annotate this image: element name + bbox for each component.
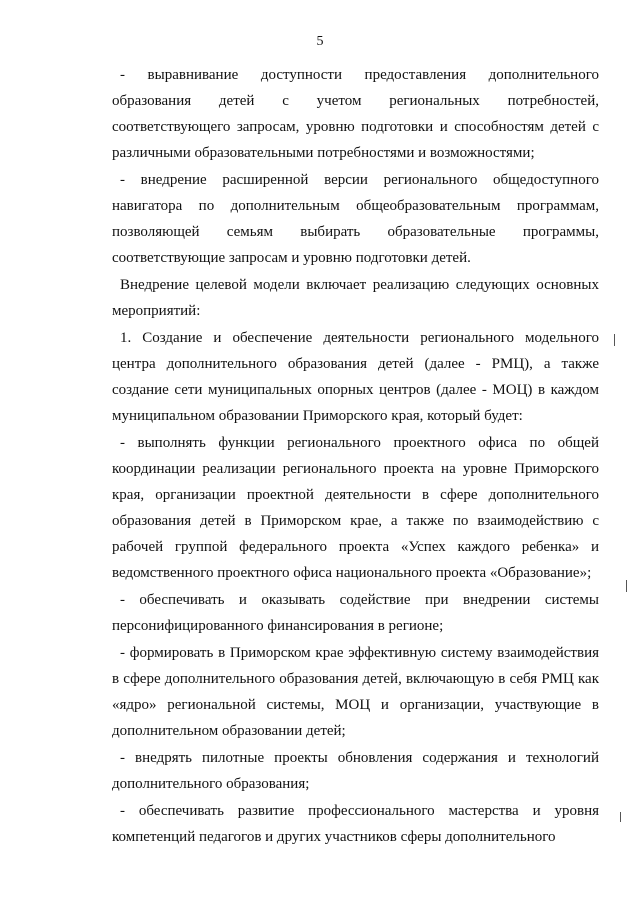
page-number: 5 (316, 34, 324, 49)
paragraph-8: - внедрять пилотные проекты обновления содержания и технологий дополнительного образования; (112, 750, 599, 792)
paragraph-9: - обеспечивать развитие профессионального мастерства и уровня компетенций педагогов и других участников сферы дополнительного (112, 803, 599, 845)
scan-mark (620, 812, 621, 822)
paragraph-2: - внедрение расширенной версии регионального общедоступного навигатора по дополнительным общеобразовательным программам, позволяющей семьям выбирать образовательные программы, соответствующие запросам и уровню подготовки детей. (112, 172, 599, 266)
scan-mark (626, 580, 627, 592)
paragraph-3: Внедрение целевой модели включает реализацию следующих основных мероприятий: (112, 277, 599, 319)
paragraph-1: - выравнивание доступности предоставления дополнительного образования детей с учетом региональных потребностей, соответствующего запросам, уровню подготовки и способностям детей с различными образовательными потребностями и возможностями; (112, 67, 599, 161)
scan-mark (614, 334, 615, 346)
document-body (112, 62, 599, 850)
paragraph-6: - обеспечивать и оказывать содействие при внедрении системы персонифицированного финансирования в регионе; (112, 592, 599, 634)
paragraph-4: 1. Создание и обеспечение деятельности регионального модельного центра дополнительного образования детей (далее - РМЦ), а также создание сети муниципальных опорных центров (далее - МОЦ) в каждом муниципальном образовании Приморского края, который будет: (112, 330, 599, 424)
paragraph-7: - формировать в Приморском крае эффективную систему взаимодействия в сфере дополнительного образования детей, включающую в себя РМЦ как «ядро» региональной системы, МОЦ и организации, участвующие в дополнительном образовании детей; (112, 645, 599, 739)
paragraph-5: - выполнять функции регионального проектного офиса по общей координации реализации регионального проекта на уровне Приморского края, организации проектной деятельности в сфере дополнительного образования детей в Приморском крае, а также по взаимодействию с рабочей группой федерального проекта «Успех каждого ребенка» и ведомственного проектного офиса национального проекта «Образование»; (112, 435, 599, 581)
